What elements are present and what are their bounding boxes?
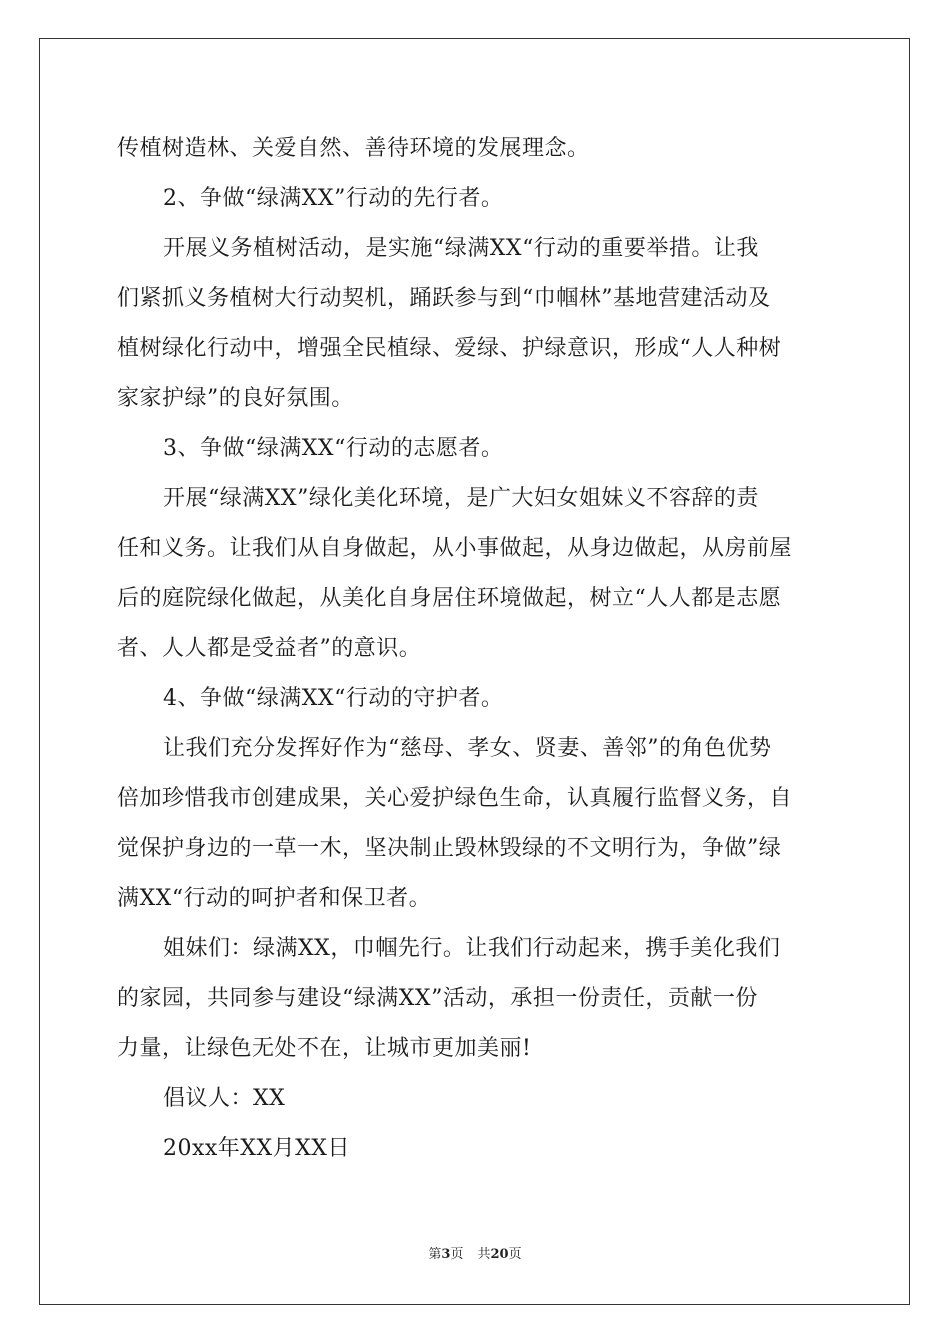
text-line: 倍加珍惜我市创建成果，关心爱护绿色生命，认真履行监督义务，自 bbox=[117, 786, 793, 811]
page-suffix: 页 bbox=[450, 1247, 464, 1262]
section-heading: 3、争做“绿满XX“行动的志愿者。 bbox=[163, 436, 504, 461]
total-pages: 20 bbox=[490, 1247, 509, 1262]
text-line: 觉保护身边的一草一木，坚决制止毁林毁绿的不文明行为，争做”绿 bbox=[117, 836, 782, 861]
text-line: 植树绿化行动中，增强全民植绿、爱绿、护绿意识，形成“人人种树 bbox=[117, 336, 782, 361]
text-line: 的家园，共同参与建设“绿满XX”活动，承担一份责任，贡献一份 bbox=[117, 986, 758, 1011]
text-line: 传植树造林、关爱自然、善待环境的发展理念。 bbox=[117, 136, 590, 161]
total-prefix: 共 bbox=[477, 1247, 491, 1262]
text-line: 力量，让绿色无处不在，让城市更加美丽! bbox=[117, 1036, 532, 1061]
text-line: 姐妹们：绿满XX，巾帼先行。让我们行动起来，携手美化我们 bbox=[163, 936, 781, 961]
text-line: 们紧抓义务植树大行动契机，踊跃参与到“巾帼林”基地营建活动及 bbox=[117, 286, 771, 311]
text-line: 后的庭院绿化做起，从美化自身居住环境做起，树立“人人都是志愿 bbox=[117, 586, 782, 611]
signature-line: 倡议人：XX bbox=[163, 1086, 286, 1111]
page-footer bbox=[0, 1246, 950, 1264]
text-line: 让我们充分发挥好作为“慈母、孝女、贤妻、善邻”的角色优势 bbox=[163, 736, 772, 761]
total-suffix: 页 bbox=[508, 1247, 522, 1262]
section-heading: 4、争做“绿满XX“行动的守护者。 bbox=[163, 686, 504, 711]
date-line: 20xx年XX月XX日 bbox=[163, 1136, 350, 1161]
page-prefix: 第 bbox=[428, 1247, 442, 1262]
page-border bbox=[39, 38, 910, 1305]
text-line: 家家护绿”的良好氛围。 bbox=[117, 386, 354, 411]
text-line: 者、人人都是受益者”的意识。 bbox=[117, 636, 422, 661]
text-line: 开展“绿满XX”绿化美化环境，是广大妇女姐妹义不容辞的责 bbox=[163, 486, 759, 511]
page-number: 3 bbox=[441, 1247, 451, 1262]
text-line: 满XX“行动的呵护者和保卫者。 bbox=[117, 886, 432, 911]
section-heading: 2、争做“绿满XX”行动的先行者。 bbox=[163, 186, 504, 211]
text-line: 开展义务植树活动，是实施“绿满XX“行动的重要举措。让我 bbox=[163, 236, 759, 261]
text-line: 任和义务。让我们从自身做起，从小事做起，从身边做起，从房前屋 bbox=[117, 536, 793, 561]
